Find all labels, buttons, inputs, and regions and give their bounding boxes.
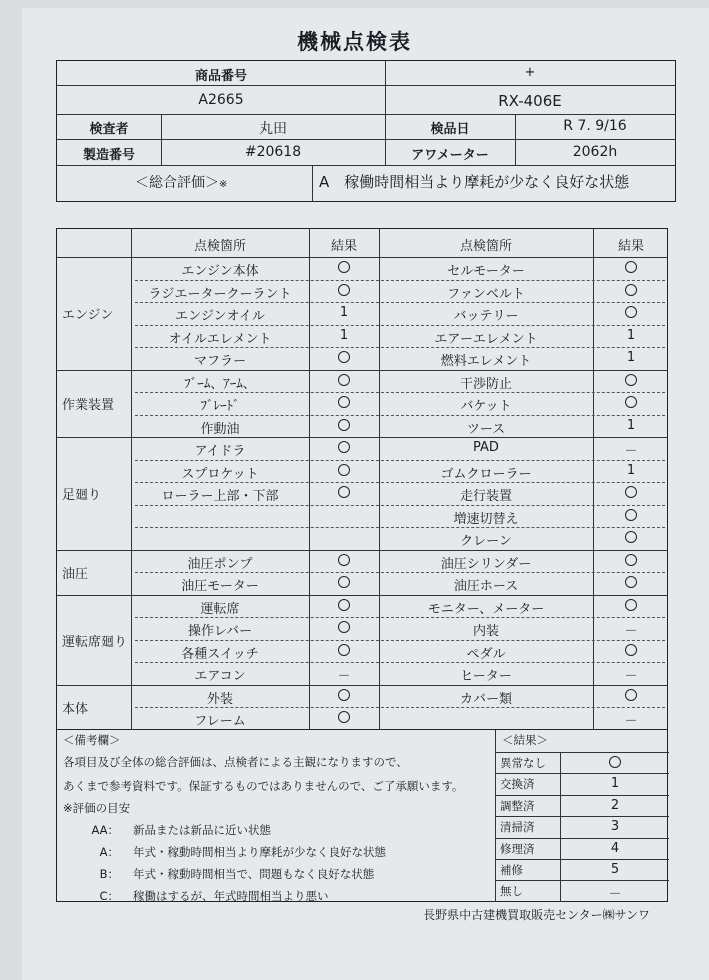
result-mark xyxy=(593,531,669,547)
result-mark xyxy=(309,396,379,412)
serial-value: #20618 xyxy=(244,144,302,160)
check-item-right: ペダル xyxy=(466,646,506,662)
ok-circle-icon xyxy=(338,599,350,611)
ok-circle-icon xyxy=(625,509,637,521)
grade-code: A： xyxy=(99,845,119,859)
ok-circle-icon xyxy=(625,284,637,296)
ok-circle-icon xyxy=(625,306,637,318)
check-item-left: エンジン本体 xyxy=(181,264,259,279)
result-mark xyxy=(593,689,669,705)
legend-label: 交換済 xyxy=(500,777,535,792)
result-mark xyxy=(593,261,669,277)
check-item-left: 操作レバー xyxy=(187,624,253,639)
model-value: RX-406E xyxy=(498,92,562,110)
result-mark: 1 xyxy=(626,350,636,365)
result-mark xyxy=(593,576,669,592)
result-mark: － xyxy=(624,444,638,459)
check-item-right: バッテリー xyxy=(453,309,519,324)
result-mark xyxy=(309,576,379,592)
ok-circle-icon xyxy=(338,486,350,498)
ok-circle-icon xyxy=(338,261,350,273)
remarks-box xyxy=(56,730,668,902)
result-mark: － xyxy=(624,714,638,729)
check-item-right: 油圧ホース xyxy=(453,579,519,594)
result-mark xyxy=(309,599,379,615)
overall-label-text: ＜総合評価＞ xyxy=(135,175,219,191)
inspector-value: 丸田 xyxy=(259,121,287,137)
result-mark xyxy=(309,464,379,480)
check-item-left: ﾌﾞｰﾑ、ｱｰﾑ、 xyxy=(184,376,256,392)
ok-circle-icon xyxy=(625,486,637,498)
check-item-left: マフラー xyxy=(193,354,246,369)
check-item-right: エアーエレメント xyxy=(434,331,538,347)
legend-code: 2 xyxy=(610,797,620,813)
ok-circle-icon xyxy=(338,689,350,701)
remarks-line-1: 各項目及び全体の総合評価は、点検者による主観になりますので、 xyxy=(63,755,408,769)
grade-description: 年式・稼動時間相当より摩耗が少なく良好な状態 xyxy=(133,845,386,859)
check-item-right: 干渉防止 xyxy=(459,376,512,392)
check-item-right: ツース xyxy=(466,421,506,437)
check-item-right: セルモーター xyxy=(447,264,525,279)
check-item-left: ローラー上部・下部 xyxy=(161,489,279,504)
check-item-right: バケット xyxy=(460,399,512,414)
result-mark: 1 xyxy=(339,327,349,343)
serial-label: 製造番号 xyxy=(82,148,135,163)
legend-code: 3 xyxy=(610,819,620,835)
group-label: 油圧 xyxy=(62,567,89,582)
result-mark xyxy=(309,351,379,367)
result-mark: 1 xyxy=(339,305,349,320)
product-number-value: A2665 xyxy=(198,92,244,108)
result-mark xyxy=(309,554,379,570)
ok-circle-icon xyxy=(338,711,350,723)
legend-code: － xyxy=(608,887,622,903)
result-mark xyxy=(593,374,669,390)
grade-code: B： xyxy=(99,867,119,881)
grade-description: 新品または新品に近い状態 xyxy=(133,823,271,837)
result-mark xyxy=(309,261,379,277)
ok-circle-icon xyxy=(338,576,350,588)
result-mark xyxy=(309,621,379,637)
ok-circle-icon xyxy=(338,396,350,408)
check-item-left: エアコン xyxy=(194,669,246,684)
col-header-result-left: 結果 xyxy=(330,239,357,254)
legend-label: 無し xyxy=(500,884,523,899)
result-mark xyxy=(309,374,379,390)
result-mark: － xyxy=(624,624,638,639)
ok-circle-icon xyxy=(338,621,350,633)
ok-circle-icon xyxy=(338,554,350,566)
check-item-right: PAD xyxy=(473,440,499,455)
legend-code: 4 xyxy=(610,840,620,856)
check-item-right: クレーン xyxy=(460,534,512,549)
ok-circle-icon xyxy=(625,576,637,588)
result-mark xyxy=(593,644,669,660)
result-mark: 1 xyxy=(626,462,636,478)
legend-label: 異常なし xyxy=(500,756,546,770)
grade-code: C： xyxy=(99,889,119,903)
check-item-left: エンジンオイル xyxy=(175,309,265,324)
result-mark xyxy=(309,486,379,502)
check-item-left: 各種スイッチ xyxy=(181,646,259,662)
grade-description: 年式・稼動時間相当で、問題もなく良好な状態 xyxy=(133,867,375,881)
result-mark xyxy=(593,306,669,322)
check-item-right: 増速切替え xyxy=(453,511,519,527)
check-item-right: モニター、メーター xyxy=(427,601,545,617)
check-item-left: 運転席 xyxy=(200,601,240,617)
remarks-line-2: あくまで参考資料です。保証するものではありませんので、ご了承願います。 xyxy=(63,779,464,793)
legend-label: 調整済 xyxy=(500,798,535,813)
check-item-left: アイドラ xyxy=(194,444,246,459)
check-item-right: ヒーター xyxy=(460,669,512,684)
legend-label: 補修 xyxy=(500,863,523,877)
overall-mark: ※ xyxy=(219,179,228,190)
ok-circle-icon xyxy=(338,419,350,431)
ok-circle-icon xyxy=(625,374,637,386)
col-header-result-right: 結果 xyxy=(617,239,644,254)
col-header-place-left: 点検箇所 xyxy=(193,239,246,254)
check-item-right: 燃料エレメント xyxy=(440,354,532,369)
check-item-left: 油圧ポンプ xyxy=(187,556,253,572)
footer-company: 長野県中古建機買取販売センター㈱サンワ xyxy=(423,908,650,922)
inspection-date-label: 検品日 xyxy=(430,122,470,137)
page-title: 機械点検表 xyxy=(297,30,412,54)
ok-circle-icon xyxy=(625,554,637,566)
ok-circle-icon xyxy=(338,441,350,453)
result-mark xyxy=(593,486,669,502)
plus-mark: + xyxy=(524,65,536,80)
ok-circle-icon xyxy=(338,284,350,296)
ok-circle-icon xyxy=(625,396,637,408)
grade-description: 稼働はするが、年式時間相当より悪い xyxy=(133,889,329,903)
legend-title: ＜結果＞ xyxy=(502,733,548,747)
ok-circle-icon xyxy=(625,644,637,656)
group-label: エンジン xyxy=(62,308,114,324)
check-item-left: フレーム xyxy=(194,714,246,729)
inspector-label: 検査者 xyxy=(89,122,129,137)
guide-title: ※評価の目安 xyxy=(63,801,131,815)
ok-circle-icon xyxy=(338,464,350,476)
ok-circle-icon xyxy=(338,644,350,656)
result-mark xyxy=(593,509,669,525)
grade-code: AA： xyxy=(91,823,119,837)
checklist-table xyxy=(56,228,668,730)
ok-circle-icon xyxy=(625,261,637,273)
result-mark xyxy=(309,419,379,435)
result-mark: － xyxy=(624,669,638,684)
result-mark xyxy=(593,284,669,300)
hour-meter-label: アワメーター xyxy=(411,148,489,163)
result-mark xyxy=(309,689,379,705)
hour-meter-value: 2062h xyxy=(572,144,618,160)
overall-label xyxy=(135,172,227,192)
ok-circle-icon xyxy=(625,689,637,701)
check-item-right: ファンベルト xyxy=(447,286,525,302)
col-header-place-right: 点検箇所 xyxy=(459,239,512,254)
result-mark xyxy=(309,644,379,660)
ok-circle-icon xyxy=(338,351,350,363)
result-mark xyxy=(309,711,379,727)
ok-circle-icon xyxy=(609,756,621,768)
group-label: 運転席廻り xyxy=(62,634,128,650)
product-number-label: 商品番号 xyxy=(194,69,247,84)
result-mark xyxy=(309,284,379,300)
result-mark: 1 xyxy=(626,327,636,343)
check-item-right: カバー類 xyxy=(459,691,512,707)
ok-circle-icon xyxy=(625,599,637,611)
group-label: 足廻り xyxy=(62,488,102,504)
result-mark xyxy=(593,599,669,615)
check-item-left: オイルエレメント xyxy=(168,331,272,347)
legend-code: 5 xyxy=(610,862,620,877)
check-item-left: 油圧モーター xyxy=(181,579,259,594)
result-mark: 1 xyxy=(626,417,636,433)
check-item-left: ﾌﾞﾚｰﾄﾞ xyxy=(200,399,240,414)
group-label: 本体 xyxy=(62,702,89,717)
inspection-date-value: R 7. 9/16 xyxy=(563,118,627,134)
check-item-left: ラジエータークーラント xyxy=(148,286,292,302)
result-mark xyxy=(309,441,379,457)
legend-code: 1 xyxy=(610,776,620,792)
result-legend xyxy=(495,730,669,902)
group-label: 作業装置 xyxy=(62,398,115,414)
ok-circle-icon xyxy=(625,531,637,543)
check-item-left: 外装 xyxy=(206,691,233,707)
result-mark xyxy=(593,396,669,412)
check-item-left: 作動油 xyxy=(200,421,240,437)
legend-label: 清掃済 xyxy=(500,820,535,835)
header-table xyxy=(56,60,676,202)
legend-code xyxy=(560,756,670,772)
ok-circle-icon xyxy=(338,374,350,386)
overall-value: A 稼働時間相当より摩耗が少なく良好な状態 xyxy=(319,173,630,191)
check-item-right: 走行装置 xyxy=(459,489,512,504)
check-item-right: 油圧シリンダー xyxy=(440,556,532,572)
check-item-right: 内装 xyxy=(472,624,499,639)
result-mark xyxy=(593,554,669,570)
check-item-left: スプロケット xyxy=(181,466,259,482)
result-mark: － xyxy=(337,669,351,684)
remarks-title: ＜備考欄＞ xyxy=(63,733,121,747)
legend-label: 修理済 xyxy=(500,841,535,856)
check-item-right: ゴムクローラー xyxy=(440,466,532,482)
